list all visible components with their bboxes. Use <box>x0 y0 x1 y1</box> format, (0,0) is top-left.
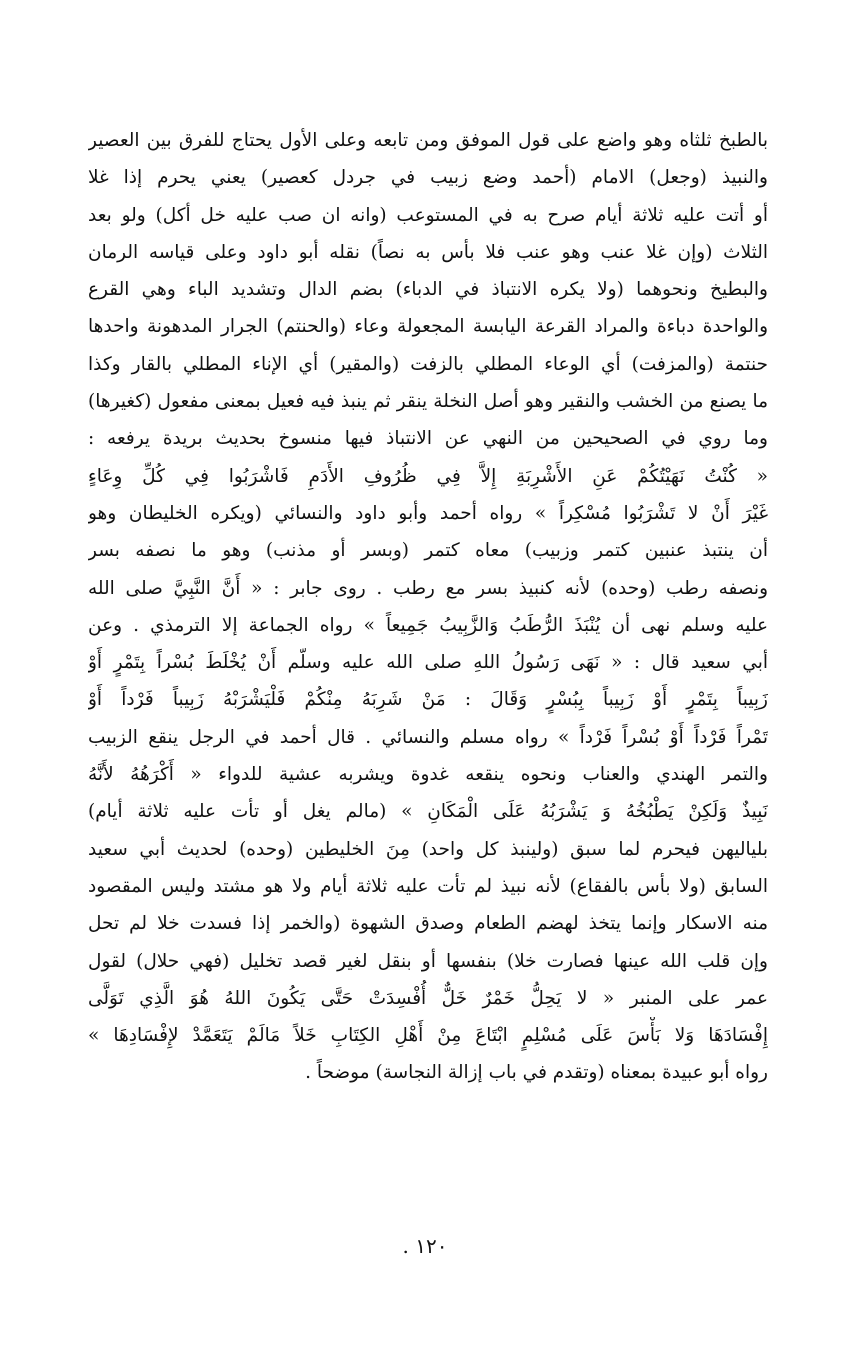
text-line-6: والواحدة دباءة والمراد القرعة اليابسة المجعولة وعاء (والحنتم) الجرار المدهونة واحدها <box>88 316 768 338</box>
text-line-13: ونصفه رطب (وحده) لأنه كنبيذ بسر مع رطب . روى جابر : « أَنَّ النَّبِيَّ صلى الله <box>88 577 768 599</box>
text-line-18: والتمر الهندي والعناب ونحوه ينقعه غدوة ويشربه عشية للدواء « أَكْرَهُهُ لأَنَّهُ <box>88 764 768 786</box>
text-line-1: بالطبخ ثلثاه وهو واضع على قول الموفق ومن تابعه وعلى الأول يحتاج للفرق بين العصير <box>88 130 768 151</box>
text-line-15: أبي سعيد قال : « نَهَى رَسُولُ اللهِ صلى الله عليه وسلّم أَنْ يُخْلَطَ بُسْراً بِتَمْرٍ أَوْ <box>88 652 768 674</box>
text-line-26: رواه أبو عبيدة بمعناه (وتقدم في باب إزالة النجاسة) موضحاً . <box>305 1062 768 1084</box>
text-line-7: حنتمة (والمزفت) أي الوعاء المطلي بالزفت (والمقير) أي الإناء المطلي بالقار وكذا <box>88 353 768 375</box>
text-line-17: تَمْراً فَرْداً أَوْ بُسْراً فَرْداً » رواه مسلم والنسائي . قال أحمد في الرجل ينقع الزبيب <box>88 726 768 748</box>
text-line-4: الثلاث (وإن غلا عنب وهو عنب فلا بأس به نصاً) نقله أبو داود وعلى قياسه الرمان <box>88 241 768 263</box>
text-line-11: غَيْرَ أَنْ لا تَشْرَبُوا مُسْكِراً » رواه أحمد وأبو داود والنسائي (ويكره الخليطان وهو <box>88 502 768 524</box>
text-line-9: وما روي في الصحيحين من النهي عن الانتباذ فيها منسوخ بحديث بريدة يرفعه : <box>88 428 768 450</box>
text-line-19: نَبِيذٌ وَلَكِنْ يَطْبُخُهُ وَ يَشْرَبُهُ عَلَى الْمَكَانِ » (مالم يغل أو تأت عليه ثلاثة أيام) <box>88 801 768 823</box>
body-text <box>88 122 768 1092</box>
text-line-12: أن ينتبذ عنبين كتمر وزبيب) معاه كتمر (وبسر أو مذنب) وهو ما نصفه بسر <box>88 540 768 562</box>
text-line-25: إِفْسَادَهَا وَلا بَأْسَ عَلَى مُسْلِمٍ ابْتَاعَ مِنْ أَهْلِ الكِتَابِ خَلاً مَالَمْ يَتَعَمَّدْ لإِفْسَادِهَا » <box>88 1025 768 1047</box>
text-line-22: منه الاسكار وإنما يتخذ لهضم الطعام وصدق الشهوة (والخمر إذا فسدت خلا لم تحل <box>88 913 768 935</box>
text-line-24: عمر على المنبر « لا يَحِلُّ خَمْرٌ خَلٌّ أُفْسِدَتْ حَتَّى يَكُونَ اللهُ هُوَ الَّذِي تَوَلَّى <box>88 987 768 1009</box>
text-line-14: عليه وسلم نهى أن يُنْبَذَ الرُّطَبُ وَالزَّبِيبُ جَمِيعاً » رواه الجماعة إلا الترمذي . وعن <box>88 614 768 636</box>
text-line-10: « كُنْتُ نَهَيْتُكُمْ عَنِ الأَشْرِبَةِ إِلاَّ فِي ظُرُوفِ الأَدَمِ فَاشْرَبُوا فِي كُلِّ وِعَاءٍ <box>88 465 768 487</box>
page-number: ١٢٠ . <box>402 1234 448 1258</box>
text-line-5: والبطيخ ونحوهما (ولا يكره الانتباذ في الدباء) بضم الدال وتشديد الباء وهي القرع <box>88 279 768 301</box>
text-line-21: السابق (ولا بأس بالفقاع) لأنه نبيذ لم تأت عليه ثلاثة أيام ولا هو مشتد وليس المقصود <box>88 875 768 897</box>
text-line-8: ما يصنع من الخشب والنقير وهو أصل النخلة ينقر ثم ينبذ فيه فعيل بمعنى مفعول (كغيرها) <box>88 391 768 413</box>
text-line-16: زَبِيباً بِتَمْرٍ أَوْ زَبِيباً بِبُسْرٍ وَقَالَ : مَنْ شَرِبَهُ مِنْكُمْ فَلْيَشْرَبْهُ زَبِيباً فَرْداً أَوْ <box>88 689 768 711</box>
text-line-23: وإن قلب الله عينها فصارت خلا) بنفسها أو بنقل لغير قصد تخليل (فهي حلال) لقول <box>88 950 768 972</box>
text-line-20: بلياليهن فيحرم لما سبق (ولينبذ كل واحد) مِنَ الخليطين (وحده) لحديث أبي سعيد <box>88 838 768 860</box>
text-line-3: أو أتت عليه ثلاثة أيام صرح به في المستوعب (وانه ان صب عليه خل أكل) ولو بعد <box>88 204 768 226</box>
text-line-2: والنبيذ (وجعل) الامام (أحمد وضع زبيب في جردل كعصير) يعني يحرم إذا غلا <box>88 167 768 189</box>
